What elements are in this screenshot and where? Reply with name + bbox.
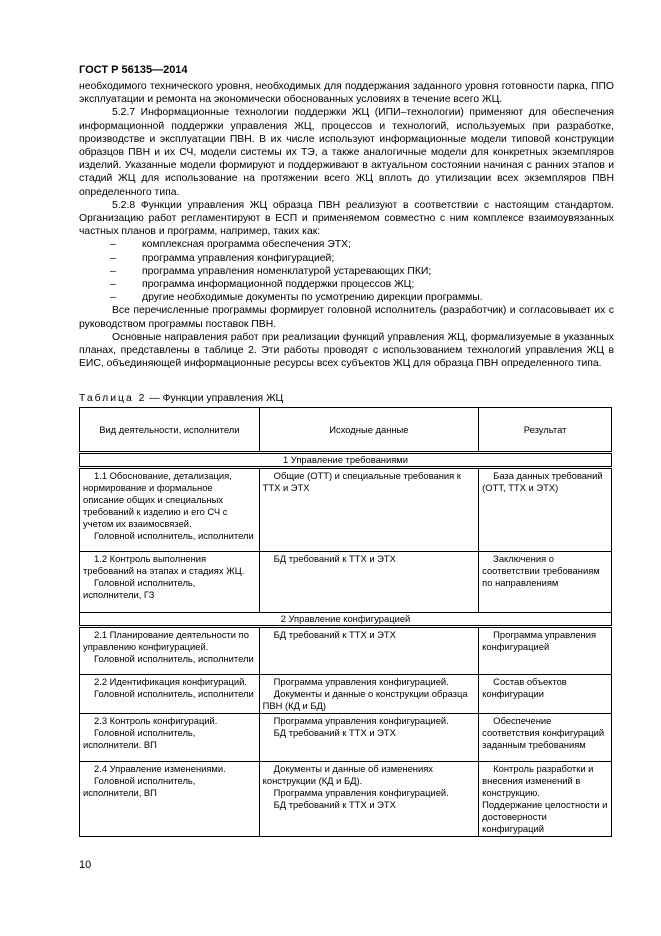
section-row [80, 453, 612, 468]
table-caption-label: Таблица 2 [79, 393, 147, 404]
section-title: 2 Управление конфигурацией [80, 613, 612, 627]
paragraph: 5.2.7 Информационные технологии поддержки ЖЦ (ИПИ–технологии) применяют для обеспечения информационной поддержки управления ЖЦ, процессов и технологий, используемых при разработке, производстве и эксплуатации ПВН. В их числе используют информационные модели типовой конструкции образцов ПВН и их СЧ, модели системы их ТЭ, а также аналогичные модели для конкретных экземпляров изделий. Указанные модели формируют и поддерживают в актуальном состоянии начиная с ранних этапов и стадий ЖЦ для использование на протяжении всего ЖЦ вплоть до утилизации всех экземпляров ПВН определенного типа. [79, 107, 614, 198]
activity-cell: 1.2 Контроль выполнения требований на этапах и стадиях ЖЦ. Головной исполнитель, исполнители, ГЗ [80, 552, 260, 613]
input-cell: Общие (ОТТ) и специальные требования к ТТХ и ЭТХ [259, 468, 479, 552]
result-cell: База данных требований (ОТТ, ТТХ и ЭТХ) [479, 468, 612, 552]
result-cell: Состав объектов конфигурации [479, 675, 612, 714]
list-item: – программа управления конфигурацией; [110, 252, 335, 264]
input-cell: Программа управления конфигурацией. Документы и данные о конструкции образца ПВН (КД и БД) [259, 675, 479, 714]
activity-cell: 2.3 Контроль конфигураций. Головной исполнитель, исполнители. ВП [80, 714, 260, 762]
table-row [80, 627, 612, 675]
result-cell: Программа управления конфигурацией [479, 627, 612, 675]
column-header: Результат [479, 408, 612, 453]
paragraph: Все перечисленные программы формирует головной исполнитель (разработчик) и согласовывает их с руководством программы поставок ПВН. [79, 305, 614, 330]
programs-list [79, 238, 614, 304]
result-cell: Обеспечение соответствия конфигураций заданным требованиям [479, 714, 612, 762]
table-row [80, 468, 612, 552]
activity-cell: 2.2 Идентификация конфигураций. Головной исполнитель, исполнители [80, 675, 260, 714]
paragraph: Основные направления работ при реализации функций управления ЖЦ, формализуемые в указанных планах, представлены в таблице 2. Эти работы проводят с использованием технологий управления ЖЦ в ЕИС, объединяющей информационные ресурсы всех субъектов ЖЦ для образца ПВН определенного типа. [79, 331, 614, 370]
table-row [80, 675, 612, 714]
table-header-row [80, 408, 612, 453]
input-cell: Документы и данные об изменениях конструкции (КД и БД). Программа управления конфигурацией. БД требований к ТТХ и ЭТХ [259, 762, 479, 837]
activity-cell: 2.1 Планирование деятельности по управлению конфигурацией. Головной исполнитель, исполнители [80, 627, 260, 675]
functions-table [79, 407, 612, 837]
list-item: – программа управления номенклатурой устаревающих ПКИ; [110, 265, 432, 277]
table-caption [79, 393, 283, 404]
table-row [80, 714, 612, 762]
paragraph: 5.2.8 Функции управления ЖЦ образца ПВН реализуют в соответствии с настоящим стандартом. Организацию работ регламентируют в ЕСП и применяемом совместно с ним комплексе взаимоувязанных частных планов и программ, например, таких как: [79, 199, 614, 238]
list-dash: – [110, 292, 116, 304]
result-cell: Заключения о соответствии требованиям по направлениям [479, 552, 612, 613]
standard-number: ГОСТ Р 56135—2014 [79, 64, 188, 76]
input-cell: БД требований к ТТХ и ЭТХ [259, 627, 479, 675]
list-dash: – [110, 265, 116, 277]
body-text [79, 80, 614, 370]
activity-cell: 2.4 Управление изменениями. Головной исполнитель, исполнители, ВП [80, 762, 260, 837]
table-caption-title: — Функции управления ЖЦ [146, 393, 284, 404]
list-dash: – [110, 239, 116, 251]
section-row [80, 613, 612, 627]
list-item: – программа информационной поддержки процессов ЖЦ; [110, 279, 415, 290]
input-cell: Программа управления конфигурацией. БД требований к ТТХ и ЭТХ [259, 714, 479, 762]
list-item: – другие необходимые документы по усмотрению дирекции программы. [110, 292, 483, 304]
list-dash: – [110, 252, 116, 264]
result-cell: Контроль разработки и внесения изменений в конструкцию. Поддержание целостности и достоверности конфигураций [479, 762, 612, 837]
column-header: Исходные данные [259, 408, 479, 453]
table-row [80, 552, 612, 613]
input-cell: БД требований к ТТХ и ЭТХ [259, 552, 479, 613]
section-title: 1 Управление требованиями [80, 453, 612, 468]
list-item: – комплексная программа обеспечения ЭТХ; [110, 239, 351, 251]
column-header: Вид деятельности, исполнители [80, 408, 260, 453]
list-dash: – [110, 279, 116, 290]
activity-cell: 1.1 Обоснование, детализация, нормирование и формальное описание общих и специальных требований к изделию и его СЧ с учетом их взаимосвязей. Головной исполнитель, исполнители [80, 468, 260, 552]
page-number: 10 [79, 859, 92, 871]
paragraph: необходимого технического уровня, необходимых для поддержания заданного уровня готовности парка, ППО эксплуатации и ремонта на экономически обоснованных условиях в течение всего ЖЦ. [79, 81, 614, 106]
table-row [80, 762, 612, 837]
